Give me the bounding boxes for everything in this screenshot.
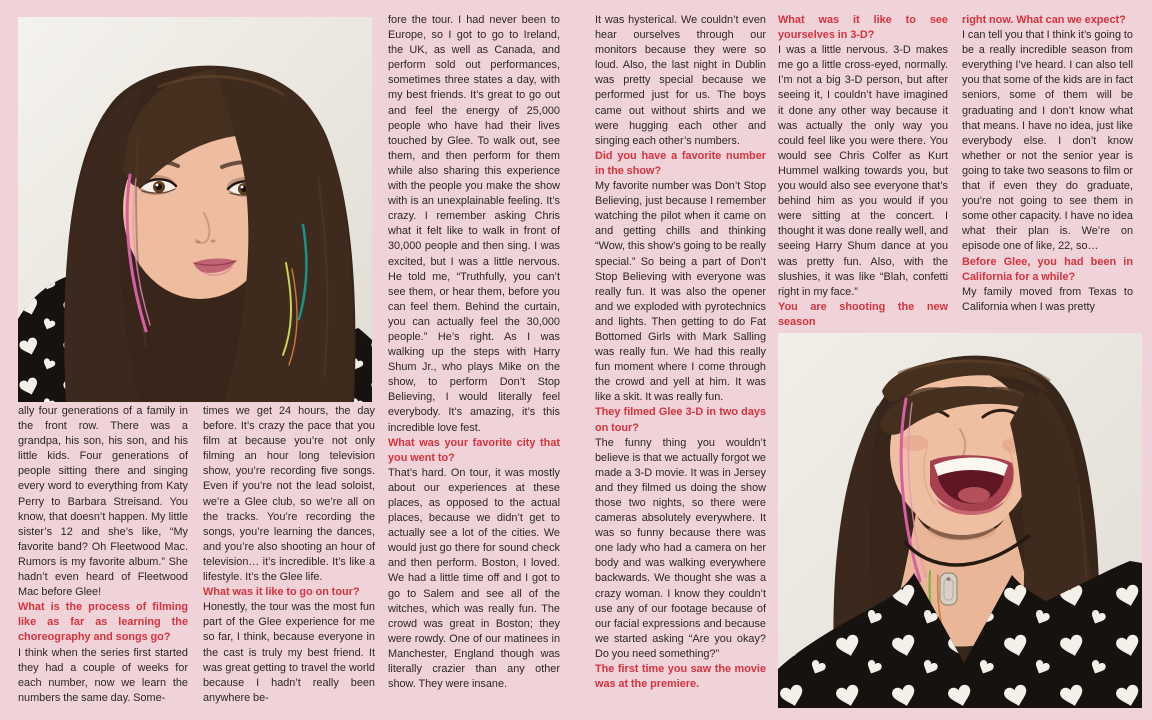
interview-answer: I think when the series first started they had a couple of weeks for each number, now we learn the numbers the same day. Some- bbox=[18, 646, 188, 704]
interview-answer: The funny thing you wouldn’t believe is that we actually forgot we made a 3-D movie. It was in Jersey and they filmed us doing the show those two nights, so there were cameras absolutely everywhere. It was so funny because there was one lady who had a camera on her body and was walking everywhere backwards. We thought she was a crazy woman. I know they couldn’t use any of our footage because of our facial expressions and because we started asking “Are you okay? Do you need something?” bbox=[595, 436, 766, 660]
interview-question: What was your favorite city that you went to? bbox=[388, 436, 560, 464]
interview-answer: times we get 24 hours, the day before. It’s crazy the pace that you film at because you’re not only filming an hour long television show, you’re recording five songs. Even if you’re not the lead soloist, we’re a Glee club, so we’re all on the tracks. You’re recording the songs, you’re learning the dances, and you’re also shooting an hour of television… it’s incredible. It’s like a lifestyle. It’s the Glee life. bbox=[203, 405, 375, 584]
interview-answer: I was a little nervous. 3-D makes me go a little cross-eyed, normally. I’m not a big 3-D person, but after seeing it, I couldn’t have imagined it done any other way because it was actually the only way you could feel like you were there. You would see Chris Colfer as Kurt Hummel walking towards you, but you would also see everyone that’s behind him as you would if you were sitting at the concert. I thought it was done really well, and seeing Harry Shum dance at you was pretty fun. Also, with the slushies, it was like “Blah, confetti right in my face.” bbox=[778, 44, 948, 298]
text-column-5 bbox=[778, 13, 948, 331]
text-column-6 bbox=[962, 13, 1133, 331]
interview-question: right now. What can we expect? bbox=[962, 14, 1126, 26]
interview-question: They filmed Glee 3-D in two days on tour? bbox=[595, 406, 766, 434]
interview-question: What was it like to go on tour? bbox=[203, 586, 360, 599]
text-column-4 bbox=[595, 13, 766, 713]
interview-answer: Honestly, the tour was the most fun part of the Glee experience for me so far, I think, because everyone in the cast is truly my best friend. It was great getting to travel the world because I hadn’t really been anywhere be- bbox=[203, 601, 375, 704]
interview-question: Before Glee, you had been in California for a while? bbox=[962, 255, 1133, 283]
interview-answer: That’s hard. On tour, it was mostly about our experiences at these places, as opposed to the actual places, because we didn’t get to actually see a lot of the cities. We would just go there for sound check and then perform. Boston, I loved. We had a little time off and I got to go to Salem and see all of the witches, which was really fun. The crowd was great in Boston; they were rowdy. One of our matinees in Manchester, England though was literally crazier than any other show. They were insane. bbox=[388, 466, 560, 691]
interview-answer: My family moved from Texas to California when I was pretty bbox=[962, 285, 1133, 313]
interview-question: The first time you saw the movie was at the premiere. bbox=[595, 663, 766, 691]
portrait-laughing-graphic bbox=[778, 333, 1142, 708]
interview-answer: I can tell you that I think it’s going to be a really incredible season from everything I’ve heard. I can also tell you that some of the kids are in fact seniors, some of them will be graduating and I don’t know what that means. I have no idea, just like everybody else. I don’t know whether or not the senior year is going to take two seasons to film or that if even they do graduate, you’re not going to see them in some other capacity. I have no idea what their plan is. We’re on episode one of like, 22, so… bbox=[962, 29, 1133, 253]
interview-answer: ally four generations of a family in the front row. There was a grandpa, his son, his son, and his little kids. Four generations of people sitting there and singing every word to everything from Katy Perry to Barbara Streisand. You know, that doesn’t happen. My little sister’s 12 and she’s like, “My favorite band? Oh Fleetwood Mac. Rumors is my favorite album.” She hadn’t even heard of Fleetwood Mac before Glee! bbox=[18, 405, 188, 599]
text-column-1 bbox=[18, 404, 188, 720]
interview-question: What is the process of filming like as far as learning the choreography and songs go? bbox=[18, 601, 188, 644]
interview-question: What was it like to see yourselves in 3-D? bbox=[778, 14, 948, 42]
interview-question: You are shooting the new season bbox=[778, 300, 948, 328]
interview-answer: My favorite number was Don’t Stop Believing, just because I remember watching the pilot when it came on and getting chills and thinking “Wow, this show’s going to be really special.” So being a part of Don’t Stop Believing with everyone was really fun. It was also the opener and we exploded with pyrotechnics and lights. Then getting to do Fat Bottomed Girls with Mark Salling was really fun. We had this really fun moment where I come through the crowd and yell at him. It was like a skit. It was really fun. bbox=[595, 180, 766, 404]
text-column-3 bbox=[388, 13, 560, 713]
portrait-smirking-graphic bbox=[18, 17, 372, 402]
interview-answer: fore the tour. I had never been to Europe, so I got to go to Ireland, the UK, as well as Canada, and perform sold out performances, sometimes three states a day, with my best friends. It’s great to go out and feel the energy of 25,000 people who have had their lives touched by Glee. To walk out, see them, and then perform for them while also sharing this experience with the people you make the show with is an unexplainable feeling. It’s crazy. I remember asking Chris what it felt like to walk in front of 30,000 people and then sing. I was excited, but I was a little nervous. He told me, “Truthfully, you can’t see them, or hear them, before you can feel them. Behind the curtain, you can actually feel the 30,000 people.” He’s right. As I was walking up the steps with Harry Shum Jr., who plays Mike on the show, to perform Don’t Stop Believing, I would literally feel everybody. It’s amazing, it’s this incredible love fest. bbox=[388, 14, 560, 434]
photo-portrait-smirking bbox=[18, 17, 372, 402]
interview-answer: It was hysterical. We couldn’t even hear ourselves through our monitors because they were so loud. Also, the last night in Dublin was pretty special because we performed just for us. The boys came out without shirts and we were hugging each other and singing each other’s numbers. bbox=[595, 14, 766, 147]
text-column-2 bbox=[203, 404, 375, 720]
photo-portrait-laughing bbox=[778, 333, 1142, 708]
interview-question: Did you have a favorite number in the show? bbox=[595, 149, 766, 177]
